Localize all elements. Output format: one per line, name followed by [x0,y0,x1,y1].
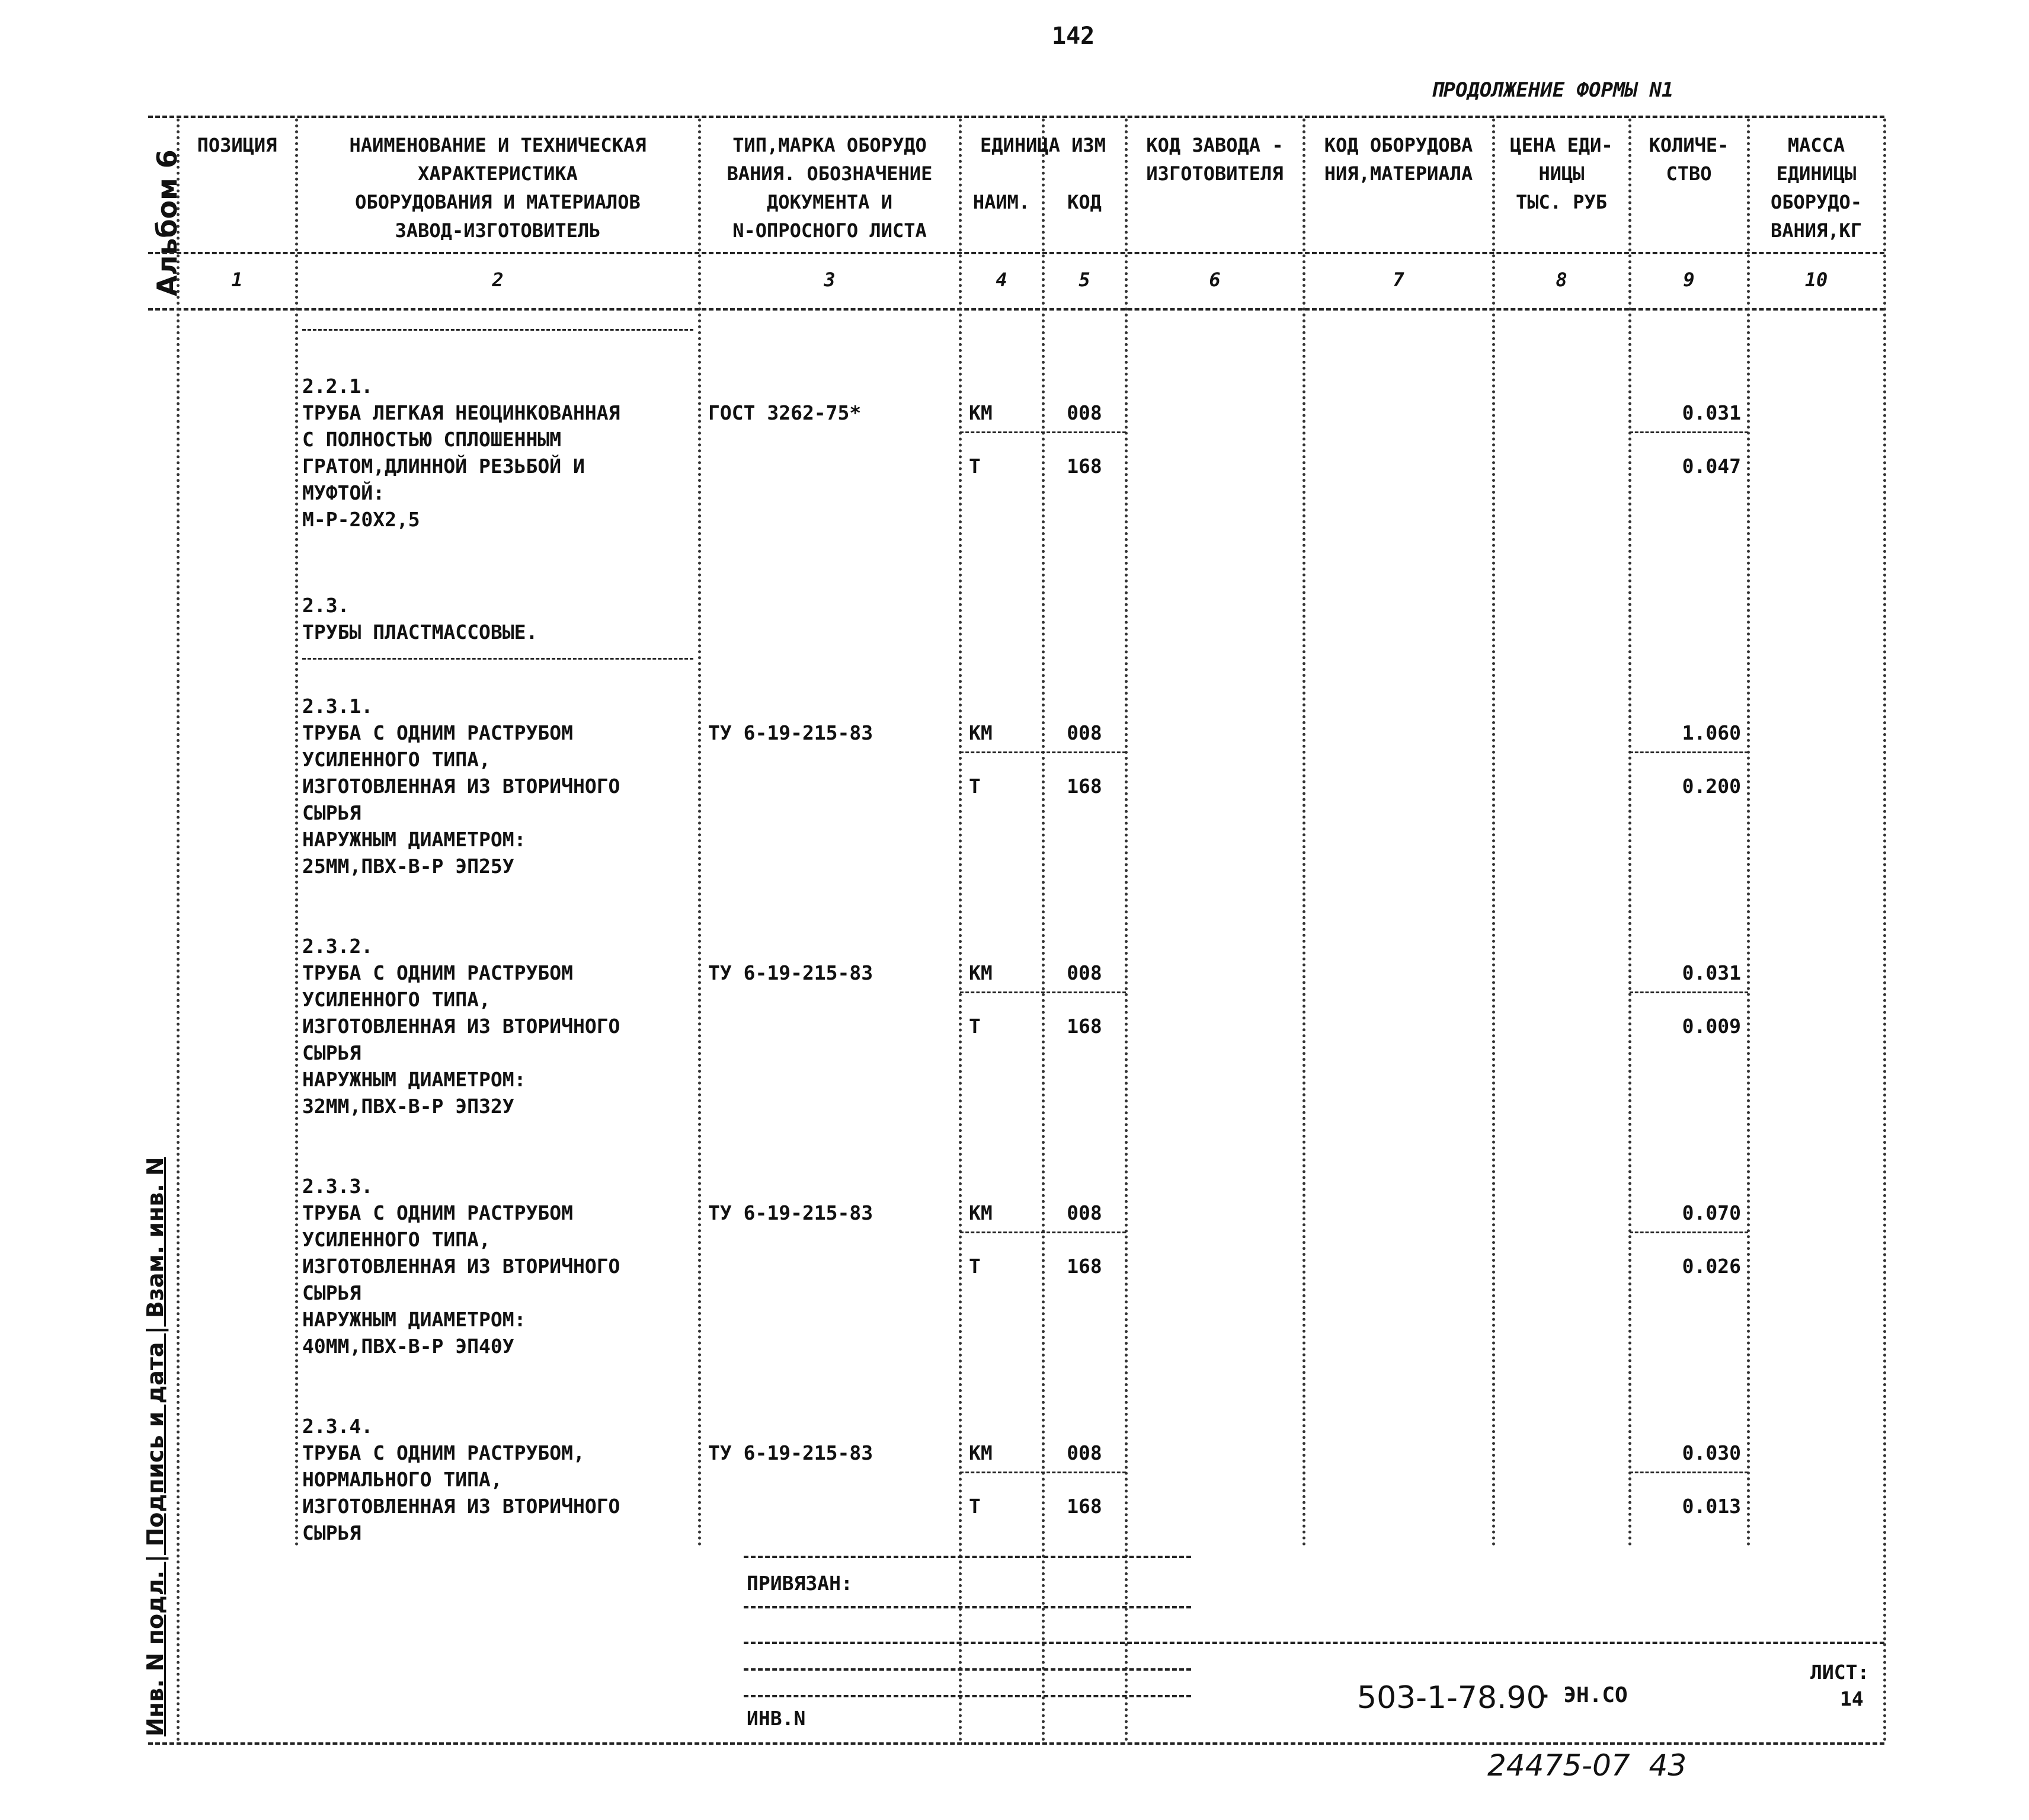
header-cell-text: ЕДИНИЦА ИЗМ [980,134,1106,156]
entry-document: ТУ 6-19-215-83 [708,721,873,744]
unit-divider [960,1232,1126,1233]
entry-description-line: СЫРЬЯ [302,1281,361,1304]
header-rule [148,252,1884,254]
column-separator [1883,119,1886,1742]
quantity: 0.047 [1682,455,1741,478]
quantity: 0.030 [1682,1441,1741,1464]
quantity: 0.200 [1682,775,1741,798]
header-cell-text: ЗАВОД-ИЗГОТОВИТЕЛЬ [395,219,601,242]
entry-description-line: НАРУЖНЫМ ДИАМЕТРОМ: [302,1308,526,1331]
column-number: 8 [1556,268,1567,291]
unit-name: Т [969,1495,981,1518]
unit-code: 168 [1067,1015,1102,1038]
privyazan-label: ПРИВЯЗАН: [747,1572,853,1595]
unit-divider [960,1472,1126,1473]
column-number: 1 [231,268,243,291]
entry-description-line: 25ММ,ПВХ-В-Р ЭП25У [302,855,514,878]
unit-name: Т [969,1255,981,1278]
unit-code: 008 [1067,1441,1102,1464]
header-cell-text: КОД ЗАВОДА - [1146,134,1284,156]
unit-divider [960,751,1126,753]
stamp-rule [744,1695,1191,1697]
section-rule [302,329,693,331]
unit-name: КМ [969,721,993,744]
header-cell-text: НАИМ. [972,191,1030,213]
entry-description-line: ТРУБА С ОДНИМ РАСТРУБОМ [302,1201,573,1224]
entry-description-line: МУФТОЙ: [302,481,385,504]
header-cell-text: ОБОРУДО- [1770,191,1862,213]
unit-name: Т [969,1015,981,1038]
entry-description-line: НАРУЖНЫМ ДИАМЕТРОМ: [302,1068,526,1091]
stamp-rule [744,1668,1191,1671]
column-separator [1628,119,1631,1547]
header-cell-text: ВАНИЯ,КГ [1770,219,1862,242]
column-separator [1302,119,1305,1547]
entry-description-line: М-Р-20Х2,5 [302,508,420,531]
entry-description-line: СЫРЬЯ [302,801,361,824]
header-cell-text: ТЫС. РУБ [1515,191,1608,213]
inv-label: ИНВ.N [747,1707,806,1730]
quantity: 0.026 [1682,1255,1741,1278]
unit-name: КМ [969,1441,993,1464]
column-separator [1492,119,1495,1547]
quantity-divider [1630,991,1748,993]
unit-name: КМ [969,401,993,424]
quantity: 0.070 [1682,1201,1741,1224]
colnum-rule [148,308,1884,311]
unit-code: 008 [1067,1201,1102,1224]
header-cell-text: НИЯ,МАТЕРИАЛА [1324,162,1473,185]
column-separator [177,119,180,1742]
entry-code: 2.3.2. [302,935,373,958]
unit-divider [960,991,1126,993]
entry-description-line: ИЗГОТОВЛЕННАЯ ИЗ ВТОРИЧНОГО [302,775,620,798]
header-cell-text: СТВО [1666,162,1712,185]
unit-code: 168 [1067,455,1102,478]
quantity: 0.031 [1682,961,1741,984]
entry-description-line: ТРУБЫ ПЛАСТМАССОВЫЕ. [302,620,538,644]
column-number: 7 [1393,268,1404,291]
entry-document: ТУ 6-19-215-83 [708,961,873,984]
header-cell-text: ДОКУМЕНТА И [767,191,892,213]
entry-code: 2.2.1. [302,375,373,398]
entry-code: 2.3.3. [302,1175,373,1198]
unit-divider [960,431,1126,433]
footer-handwritten-number: 24475-07 43 [1487,1748,1687,1783]
sheet-label: ЛИСТ: [1810,1661,1870,1684]
bottom-rule [148,1742,1884,1745]
album-side-label: Альбом 6 [151,149,183,296]
column-number: 9 [1683,268,1695,291]
entry-description-line: ТРУБА С ОДНИМ РАСТРУБОМ, [302,1441,585,1464]
quantity-divider [1630,1472,1748,1473]
entry-description-line: С ПОЛНОСТЬЮ СПЛОШЕННЫМ [302,428,562,451]
column-number: 6 [1209,268,1221,291]
column-separator [698,119,701,1547]
document-code: 503-1-78.90 [1357,1680,1546,1716]
entry-description-line: 40ММ,ПВХ-В-Р ЭП40У [302,1335,514,1358]
entry-description-line: УСИЛЕННОГО ТИПА, [302,1228,491,1251]
unit-code: 008 [1067,961,1102,984]
entry-description-line: УСИЛЕННОГО ТИПА, [302,988,491,1011]
header-cell-text: ХАРАКТЕРИСТИКА [418,162,578,185]
quantity: 1.060 [1682,721,1741,744]
column-number: 2 [492,268,504,291]
header-cell-text: МАССА [1787,134,1845,156]
quantity-divider [1630,1232,1748,1233]
quantity: 0.009 [1682,1015,1741,1038]
unit-code: 168 [1067,1255,1102,1278]
stamp-rule [744,1642,1884,1644]
unit-code: 168 [1067,1495,1102,1518]
column-number: 5 [1078,268,1090,291]
header-cell-text: ТИП,МАРКА ОБОРУДО [732,134,927,156]
stamp-rule [744,1606,1191,1608]
header-cell-text: НИЦЫ [1538,162,1585,185]
unit-name: Т [969,455,981,478]
column-separator [295,119,298,1547]
unit-name: КМ [969,961,993,984]
entry-description-line: ТРУБА С ОДНИМ РАСТРУБОМ [302,961,573,984]
entry-code: 2.3. [302,594,350,617]
header-cell-text: КОД [1067,191,1102,213]
entry-code: 2.3.1. [302,695,373,718]
header-cell-text: ЦЕНА ЕДИ- [1510,134,1613,156]
stamp-rule [744,1556,1191,1558]
form-title: ПРОДОЛЖЕНИЕ ФОРМЫ N1 [1431,78,1674,102]
entry-document: ТУ 6-19-215-83 [708,1441,873,1464]
sheet-number: 14 [1840,1687,1864,1710]
quantity-divider [1630,751,1748,753]
quantity-divider [1630,431,1748,433]
column-number: 10 [1804,268,1828,291]
page-number: 142 [1052,23,1095,50]
header-cell-text: ВАНИЯ. ОБОЗНАЧЕНИЕ [727,162,933,185]
entry-description-line: ТРУБА С ОДНИМ РАСТРУБОМ [302,721,573,744]
quantity: 0.031 [1682,401,1741,424]
header-cell-text: ЕДИНИЦЫ [1776,162,1857,185]
header-cell-text: КОЛИЧЕ- [1649,134,1729,156]
header-cell-text: ПОЗИЦИЯ [197,134,277,156]
entry-code: 2.3.4. [302,1415,373,1438]
column-separator [1747,119,1750,1547]
entry-description-line: ИЗГОТОВЛЕННАЯ ИЗ ВТОРИЧНОГО [302,1495,620,1518]
entry-document: ГОСТ 3262-75* [708,401,862,424]
entry-description-line: 32ММ,ПВХ-В-Р ЭП32У [302,1095,514,1118]
column-number: 3 [824,268,836,291]
header-cell-text: КОД ОБОРУДОВА [1324,134,1473,156]
entry-description-line: НАРУЖНЫМ ДИАМЕТРОМ: [302,828,526,851]
entry-description-line: ГРАТОМ,ДЛИННОЙ РЕЗЬБОЙ И [302,455,585,478]
entry-document: ТУ 6-19-215-83 [708,1201,873,1224]
top-rule [148,116,1884,118]
column-separator [959,119,962,1742]
entry-description-line: ТРУБА ЛЕГКАЯ НЕОЦИНКОВАННАЯ [302,401,620,424]
column-number: 4 [996,268,1007,291]
entry-description-line: ИЗГОТОВЛЕННАЯ ИЗ ВТОРИЧНОГО [302,1015,620,1038]
header-cell-text: ИЗГОТОВИТЕЛЯ [1146,162,1284,185]
entry-description-line: ИЗГОТОВЛЕННАЯ ИЗ ВТОРИЧНОГО [302,1255,620,1278]
unit-code: 168 [1067,775,1102,798]
unit-name: Т [969,775,981,798]
quantity: 0.013 [1682,1495,1741,1518]
header-cell-text: НАИМЕНОВАНИЕ И ТЕХНИЧЕСКАЯ [349,134,647,156]
side-stamp-label: Инв. N подл. | Подпись и дата | Взам. инв. N [142,1157,168,1736]
unit-code: 008 [1067,401,1102,424]
unit-code: 008 [1067,721,1102,744]
entry-description-line: СЫРЬЯ [302,1521,361,1544]
entry-description-line: УСИЛЕННОГО ТИПА, [302,748,491,771]
header-cell-text: ОБОРУДОВАНИЯ И МАТЕРИАЛОВ [355,191,641,213]
header-cell-text: N-ОПРОСНОГО ЛИСТА [732,219,927,242]
document-suffix: - ЭН.СО [1538,1683,1628,1707]
section-rule [302,658,693,660]
entry-description-line: НОРМАЛЬНОГО ТИПА, [302,1468,503,1491]
entry-description-line: СЫРЬЯ [302,1041,361,1064]
unit-name: КМ [969,1201,993,1224]
